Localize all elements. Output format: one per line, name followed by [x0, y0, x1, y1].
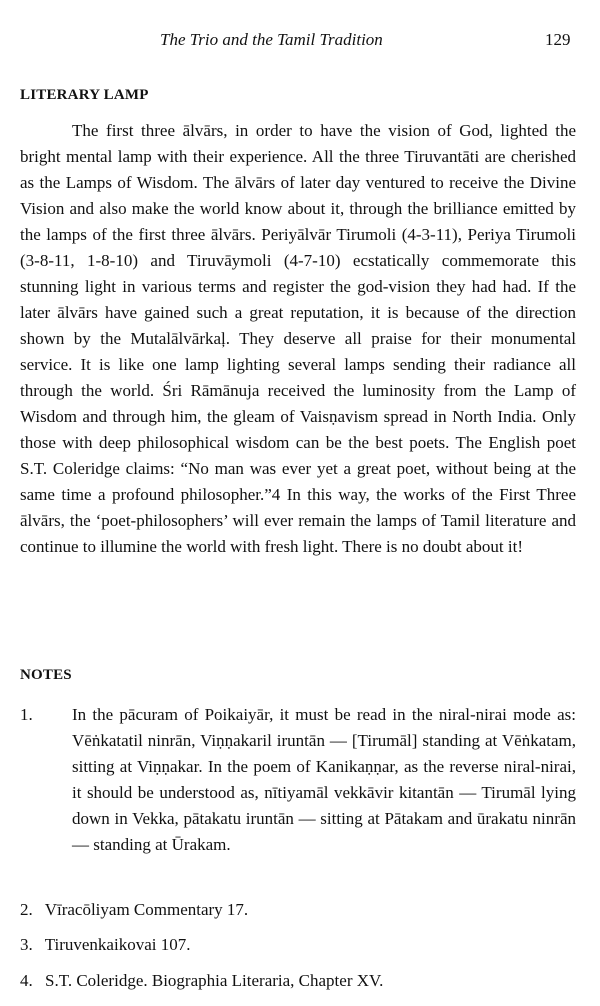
note-item — [20, 932, 190, 958]
note-number: 4. — [20, 971, 33, 990]
note-text: Tiruvenkaikovai 107. — [44, 935, 191, 954]
literary-lamp-paragraph: The first three ālvārs, in order to have the vision of God, lighted the bright mental lamp with their experience. All the three Tiruvantāti are cherished as the Lamps of Wisdom. The ālvārs of later day ventured to receive the Divine Vision and also make the world know about it, through the brilliance emitted by the lamps of the first three ālvārs. Periyālvār Tirumoli (4-3-11), Periya Tirumoli (3-8-11, 1-8-10) and Tiruvāymoli (4-7-10) ecstatically commemorate this stunning light in various terms and register the god-vision they had had. If the later ālvārs have gained such a great reputation, it is because of the direction shown by the Mutalālvārkaļ. They deserve all praise for their monumental service. It is like one lamp lighting several lamps sending their radiance all through the world. Śri Rāmānuja received the luminosity from the Lamp of Wisdom and through him, the gleam of Vaisṇavism spread in North India. Only those with deep philosophical wisdom can be the best poets. The English poet S.T. Coleridge claims: “No man was ever yet a great poet, without being at the same time a profound philosopher.”4 In this way, the works of the First Three ālvārs, the ‘poet-philosophers’ will ever remain the lamps of Tamil literature and continue to illumine the world with fresh light. There is no doubt about it! — [20, 121, 576, 556]
note-number: 3. — [20, 935, 33, 954]
running-title: The Trio and the Tamil Tradition — [160, 30, 383, 49]
note-text: S.T. Coleridge. Biographia Literaria, Chapter XV. — [45, 971, 384, 990]
note-item — [20, 968, 383, 994]
note-text: In the pācuram of Poikaiyār, it must be read in the niral-nirai mode as: Vēṅkatatil ninrān, Viṇṇakaril iruntān — [Tirumāl] standing at Vēṅkatam, sitting at Viṇṇakar. In the poem of Kanikaṇṇar, as the reverse niral-nirai, it should be understood as, nītiyamāl vekkāvir kitantān — Tirumāl lying down in Vekka, pātakatu iruntān — sitting at Pātakam and ūrakatu ninrān — standing at Ūrakam. — [72, 705, 576, 854]
section-heading-notes: NOTES — [20, 667, 72, 683]
note-text: Vīracōliyam Commentary 17. — [44, 900, 249, 919]
section-heading-literary-lamp: LITERARY LAMP — [20, 87, 149, 103]
page-number: 129 — [545, 30, 571, 49]
note-number: 1. — [20, 705, 33, 724]
note-item — [20, 897, 248, 923]
note-number: 2. — [20, 900, 33, 919]
note-item — [20, 702, 576, 858]
